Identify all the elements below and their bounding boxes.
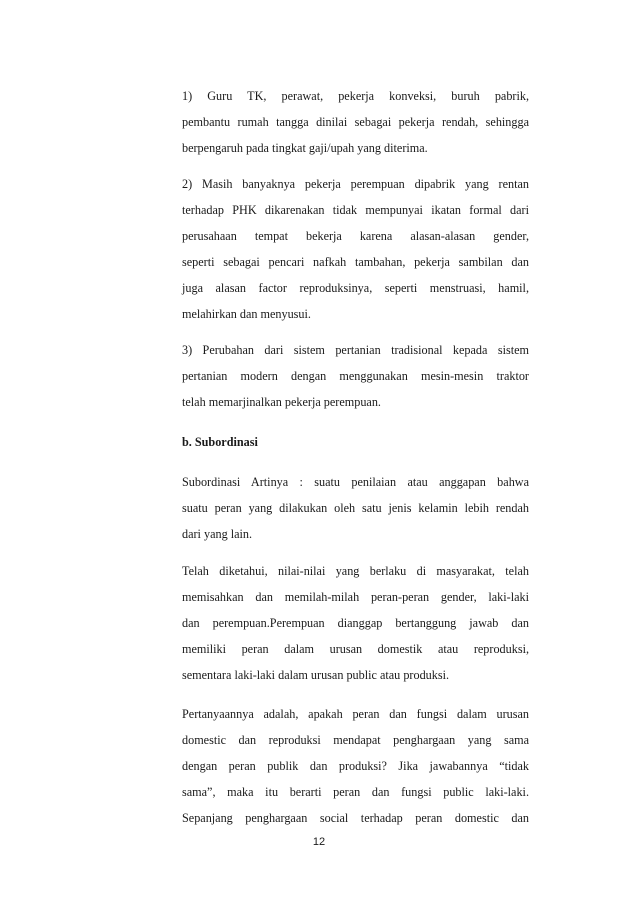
text-line: berpengaruh pada tingkat gaji/upah yang diterima. bbox=[182, 141, 428, 155]
text-line: telah memarjinalkan pekerja perempuan. bbox=[182, 395, 381, 409]
text-line: dari yang lain. bbox=[182, 527, 253, 541]
text-line: seperti sebagai pencari nafkah tambahan, pekerja sambilan dan bbox=[182, 255, 529, 269]
text-line: pertanian modern dengan menggunakan mesin-mesin traktor bbox=[182, 369, 529, 383]
text-line: juga alasan factor reproduksinya, seperti menstruasi, hamil, bbox=[182, 281, 529, 295]
text-line: domestic dan reproduksi mendapat penghargaan yang sama bbox=[182, 733, 529, 747]
text-line: melahirkan dan menyusui. bbox=[182, 307, 311, 321]
text-line: pembantu rumah tangga dinilai sebagai pekerja rendah, sehingga bbox=[182, 115, 529, 129]
text-line: suatu peran yang dilakukan oleh satu jenis kelamin lebih rendah bbox=[182, 501, 529, 515]
text-line: Sepanjang penghargaan social terhadap peran domestic dan bbox=[182, 811, 529, 825]
text-line: 2) Masih banyaknya pekerja perempuan dipabrik yang rentan bbox=[182, 177, 529, 191]
text-line: 3) Perubahan dari sistem pertanian tradisional kepada sistem bbox=[182, 343, 529, 357]
text-line: Telah diketahui, nilai-nilai yang berlaku di masyarakat, telah bbox=[182, 564, 529, 578]
text-line: memisahkan dan memilah-milah peran-peran gender, laki-laki bbox=[182, 590, 529, 604]
text-line: sama”, maka itu berarti peran dan fungsi public laki-laki. bbox=[182, 785, 529, 799]
section-heading: b. Subordinasi bbox=[182, 435, 258, 449]
text-line: Pertanyaannya adalah, apakah peran dan fungsi dalam urusan bbox=[182, 707, 529, 721]
page-number: 12 bbox=[312, 836, 326, 848]
text-line: Subordinasi Artinya : suatu penilaian atau anggapan bahwa bbox=[182, 475, 529, 489]
text-line: terhadap PHK dikarenakan tidak mempunyai ikatan formal dari bbox=[182, 203, 529, 217]
text-line: dengan peran publik dan produksi? Jika jawabannya “tidak bbox=[182, 759, 529, 773]
text-line: perusahaan tempat bekerja karena alasan-alasan gender, bbox=[182, 229, 529, 243]
text-line: dan perempuan.Perempuan dianggap bertanggung jawab dan bbox=[182, 616, 529, 630]
text-line: 1) Guru TK, perawat, pekerja konveksi, buruh pabrik, bbox=[182, 89, 529, 103]
text-line: memiliki peran dalam urusan domestik atau reproduksi, bbox=[182, 642, 529, 656]
text-line: sementara laki-laki dalam urusan public atau produksi. bbox=[182, 668, 450, 682]
